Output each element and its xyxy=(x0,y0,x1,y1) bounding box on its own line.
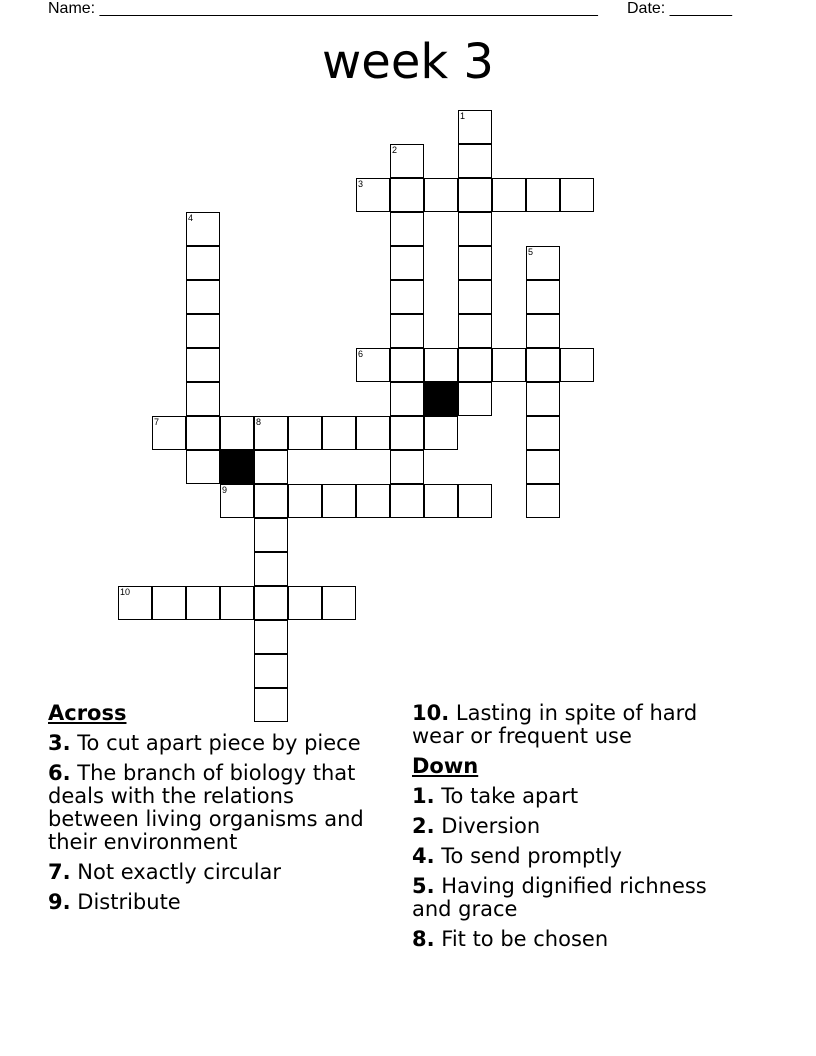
grid-cell[interactable] xyxy=(186,348,220,382)
clue-text: To cut apart piece by piece xyxy=(77,731,361,755)
grid-cell[interactable] xyxy=(186,586,220,620)
clue-number-label: 8 xyxy=(256,417,262,427)
grid-cell[interactable] xyxy=(288,484,322,518)
clue-number-label: 5 xyxy=(528,247,534,257)
grid-cell[interactable] xyxy=(390,314,424,348)
grid-cell[interactable] xyxy=(526,382,560,416)
grid-cell[interactable] xyxy=(458,110,492,144)
grid-cell[interactable] xyxy=(186,212,220,246)
grid-cell[interactable] xyxy=(492,178,526,212)
grid-cell[interactable] xyxy=(526,348,560,382)
grid-cell[interactable] xyxy=(458,178,492,212)
clue-number-label: 7 xyxy=(154,417,160,427)
grid-cell[interactable] xyxy=(322,586,356,620)
clue-text: Lasting in spite of hard wear or frequent use xyxy=(412,701,698,748)
grid-cell[interactable] xyxy=(186,280,220,314)
clue-across-3 xyxy=(48,732,388,755)
clue-across-7 xyxy=(48,861,388,884)
grid-cell[interactable] xyxy=(356,178,390,212)
grid-cell[interactable] xyxy=(458,382,492,416)
clue-text: Diversion xyxy=(441,814,541,838)
grid-cell[interactable] xyxy=(458,144,492,178)
clue-across-10 xyxy=(412,702,742,748)
clue-number: 3. xyxy=(48,731,71,755)
clues-column-left xyxy=(48,702,388,921)
blocked-cell xyxy=(424,382,458,416)
grid-cell[interactable] xyxy=(390,484,424,518)
grid-cell[interactable] xyxy=(390,382,424,416)
grid-cell[interactable] xyxy=(390,144,424,178)
clue-number: 1. xyxy=(412,784,435,808)
clue-number-label: 2 xyxy=(392,145,398,155)
clue-text: Distribute xyxy=(77,890,181,914)
grid-cell[interactable] xyxy=(526,246,560,280)
grid-cell[interactable] xyxy=(220,416,254,450)
grid-cell[interactable] xyxy=(560,348,594,382)
down-heading: Down xyxy=(412,754,479,778)
clue-text: To take apart xyxy=(441,784,579,808)
grid-cell[interactable] xyxy=(424,484,458,518)
grid-cell[interactable] xyxy=(390,348,424,382)
grid-cell[interactable] xyxy=(186,246,220,280)
grid-cell[interactable] xyxy=(526,484,560,518)
grid-cell[interactable] xyxy=(390,280,424,314)
grid-cell[interactable] xyxy=(526,280,560,314)
grid-cell[interactable] xyxy=(526,178,560,212)
clue-number: 7. xyxy=(48,860,71,884)
grid-cell[interactable] xyxy=(390,416,424,450)
clue-number: 6. xyxy=(48,761,71,785)
grid-cell[interactable] xyxy=(254,552,288,586)
grid-cell[interactable] xyxy=(186,314,220,348)
clue-number: 4. xyxy=(412,844,435,868)
grid-cell[interactable] xyxy=(526,416,560,450)
grid-cell[interactable] xyxy=(526,314,560,348)
grid-cell[interactable] xyxy=(356,416,390,450)
date-field[interactable]: Date: _______ xyxy=(627,0,732,17)
clue-down-1 xyxy=(412,785,742,808)
grid-cell[interactable] xyxy=(254,620,288,654)
puzzle-title: week 3 xyxy=(322,34,494,90)
grid-cell[interactable] xyxy=(458,246,492,280)
grid-cell[interactable] xyxy=(356,348,390,382)
blocked-cell xyxy=(220,450,254,484)
grid-cell[interactable] xyxy=(322,416,356,450)
grid-cell[interactable] xyxy=(254,518,288,552)
grid-cell[interactable] xyxy=(186,450,220,484)
grid-cell[interactable] xyxy=(220,484,254,518)
clue-number: 2. xyxy=(412,814,435,838)
grid-cell[interactable] xyxy=(152,586,186,620)
name-field[interactable]: Name: ________________________________________________________ xyxy=(48,0,598,17)
clue-down-5 xyxy=(412,875,742,921)
clue-number: 5. xyxy=(412,874,435,898)
clue-number: 8. xyxy=(412,927,435,951)
grid-cell[interactable] xyxy=(254,416,288,450)
grid-cell[interactable] xyxy=(458,280,492,314)
grid-cell[interactable] xyxy=(458,212,492,246)
grid-cell[interactable] xyxy=(458,314,492,348)
grid-cell[interactable] xyxy=(424,178,458,212)
clue-text: To send promptly xyxy=(441,844,622,868)
grid-cell[interactable] xyxy=(390,450,424,484)
grid-cell[interactable] xyxy=(458,484,492,518)
clue-number-label: 6 xyxy=(358,349,364,359)
grid-cell[interactable] xyxy=(152,416,186,450)
grid-cell[interactable] xyxy=(288,416,322,450)
grid-cell[interactable] xyxy=(254,450,288,484)
grid-cell[interactable] xyxy=(390,178,424,212)
clue-across-6 xyxy=(48,762,388,854)
clue-down-4 xyxy=(412,845,742,868)
clue-number-label: 4 xyxy=(188,213,194,223)
grid-cell[interactable] xyxy=(356,484,390,518)
across-heading: Across xyxy=(48,701,127,725)
clue-text: Not exactly circular xyxy=(77,860,282,884)
grid-cell[interactable] xyxy=(254,654,288,688)
grid-cell[interactable] xyxy=(526,450,560,484)
grid-cell[interactable] xyxy=(390,212,424,246)
grid-cell[interactable] xyxy=(322,484,356,518)
grid-cell[interactable] xyxy=(458,348,492,382)
grid-cell[interactable] xyxy=(424,348,458,382)
grid-cell[interactable] xyxy=(492,348,526,382)
clue-number-label: 3 xyxy=(358,179,364,189)
grid-cell[interactable] xyxy=(254,484,288,518)
clue-text: The branch of biology that deals with the relations between living organisms and their environment xyxy=(48,761,364,854)
clue-number-label: 9 xyxy=(222,485,228,495)
grid-cell[interactable] xyxy=(118,586,152,620)
clue-across-9 xyxy=(48,891,388,914)
grid-cell[interactable] xyxy=(560,178,594,212)
clue-number-label: 10 xyxy=(120,587,131,597)
clue-text: Fit to be chosen xyxy=(441,927,609,951)
grid-cell[interactable] xyxy=(254,586,288,620)
grid-cell[interactable] xyxy=(186,382,220,416)
clue-number-label: 1 xyxy=(460,111,466,121)
clue-down-2 xyxy=(412,815,742,838)
grid-cell[interactable] xyxy=(390,246,424,280)
clues-column-right xyxy=(412,702,742,958)
grid-cell[interactable] xyxy=(424,416,458,450)
clue-down-8 xyxy=(412,928,742,951)
clue-number: 9. xyxy=(48,890,71,914)
clue-number: 10. xyxy=(412,701,450,725)
grid-cell[interactable] xyxy=(288,586,322,620)
clue-text: Having dignified richness and grace xyxy=(412,874,707,921)
grid-cell[interactable] xyxy=(220,586,254,620)
grid-cell[interactable] xyxy=(186,416,220,450)
